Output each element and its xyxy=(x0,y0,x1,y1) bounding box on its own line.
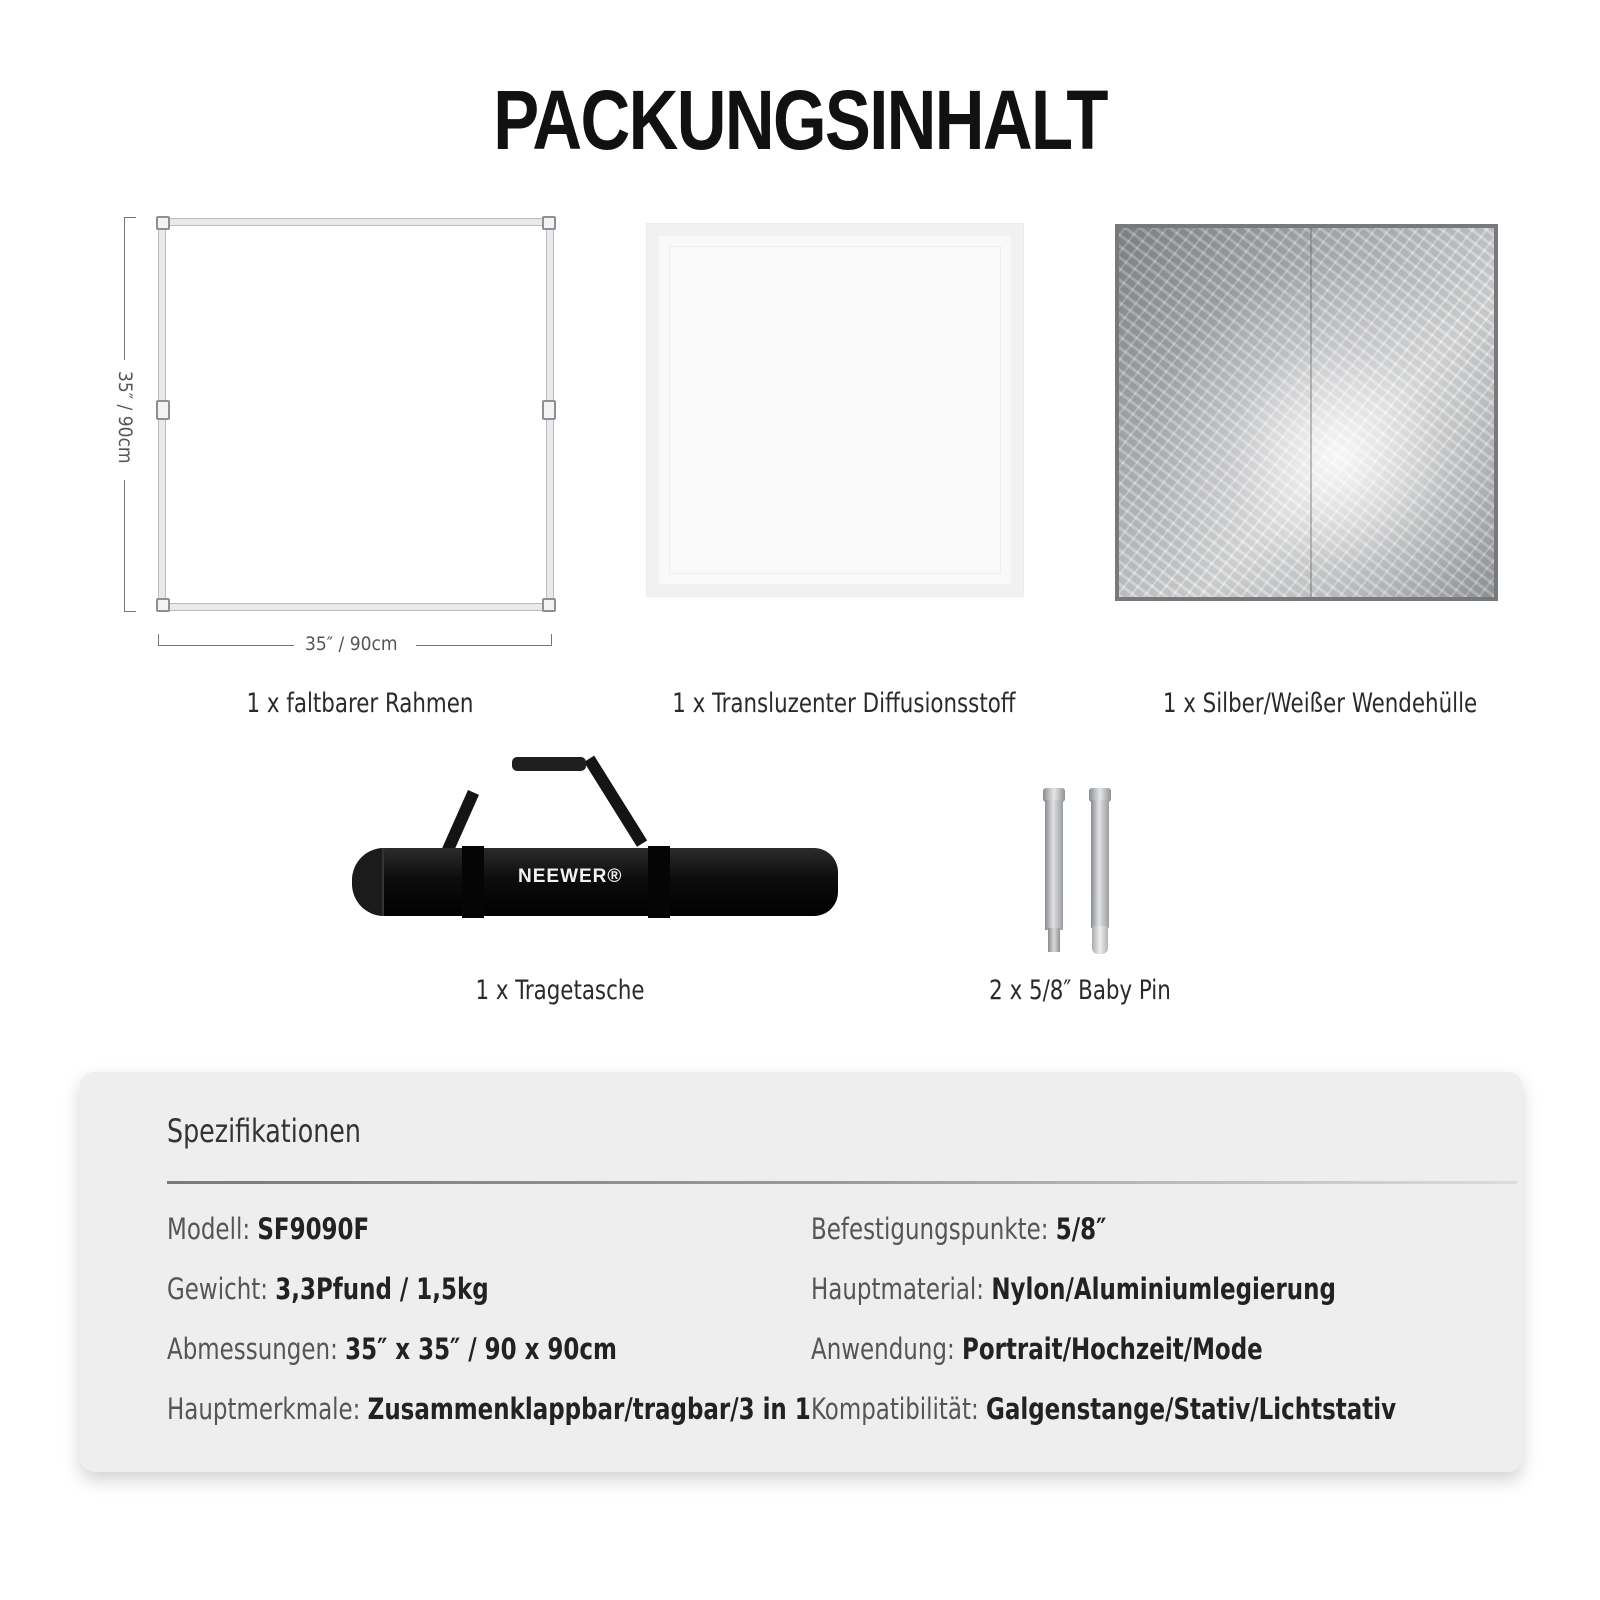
bag-brand-logo: NEEWER® xyxy=(518,866,623,887)
page-title: PACKUNGSINHALT xyxy=(493,73,1107,167)
silver-white-cover-image xyxy=(1115,224,1498,601)
caption-pins: 2 x 5/8″ Baby Pin xyxy=(989,975,1171,1006)
corner-joint xyxy=(156,216,170,230)
specs-card xyxy=(80,1072,1522,1472)
spec-model: Modell: SF9090F xyxy=(167,1212,370,1246)
width-dimension-label: 35″ / 90cm xyxy=(305,633,398,655)
corner-joint xyxy=(542,216,556,230)
caption-diffusion: 1 x Transluzenter Diffusionsstoff xyxy=(672,688,1016,719)
spec-dimensions: Abmessungen: 35″ x 35″ / 90 x 90cm xyxy=(167,1332,617,1366)
specs-divider xyxy=(167,1181,1517,1184)
spec-features: Hauptmerkmale: Zusammenklappbar/tragbar/3 in 1 xyxy=(167,1392,811,1426)
spec-application: Anwendung: Portrait/Hochzeit/Mode xyxy=(811,1332,1263,1366)
height-dimension-label: 35″ / 90cm xyxy=(114,371,136,464)
corner-joint xyxy=(542,598,556,612)
hinge xyxy=(156,400,170,420)
specs-title: Spezifikationen xyxy=(167,1112,361,1150)
caption-frame: 1 x faltbarer Rahmen xyxy=(246,688,474,719)
caption-cover: 1 x Silber/Weißer Wendehülle xyxy=(1162,688,1478,719)
spec-material: Hauptmaterial: Nylon/Aluminiumlegierung xyxy=(811,1272,1336,1306)
hinge xyxy=(542,400,556,420)
spec-weight: Gewicht: 3,3Pfund / 1,5kg xyxy=(167,1272,489,1306)
spec-compatibility: Kompatibilität: Galgenstange/Stativ/Lichtstativ xyxy=(811,1392,1397,1426)
spec-mounting: Befestigungspunkte: 5/8″ xyxy=(811,1212,1107,1246)
caption-bag: 1 x Tragetasche xyxy=(475,975,645,1006)
corner-joint xyxy=(156,598,170,612)
diffusion-fabric-image xyxy=(647,224,1023,596)
